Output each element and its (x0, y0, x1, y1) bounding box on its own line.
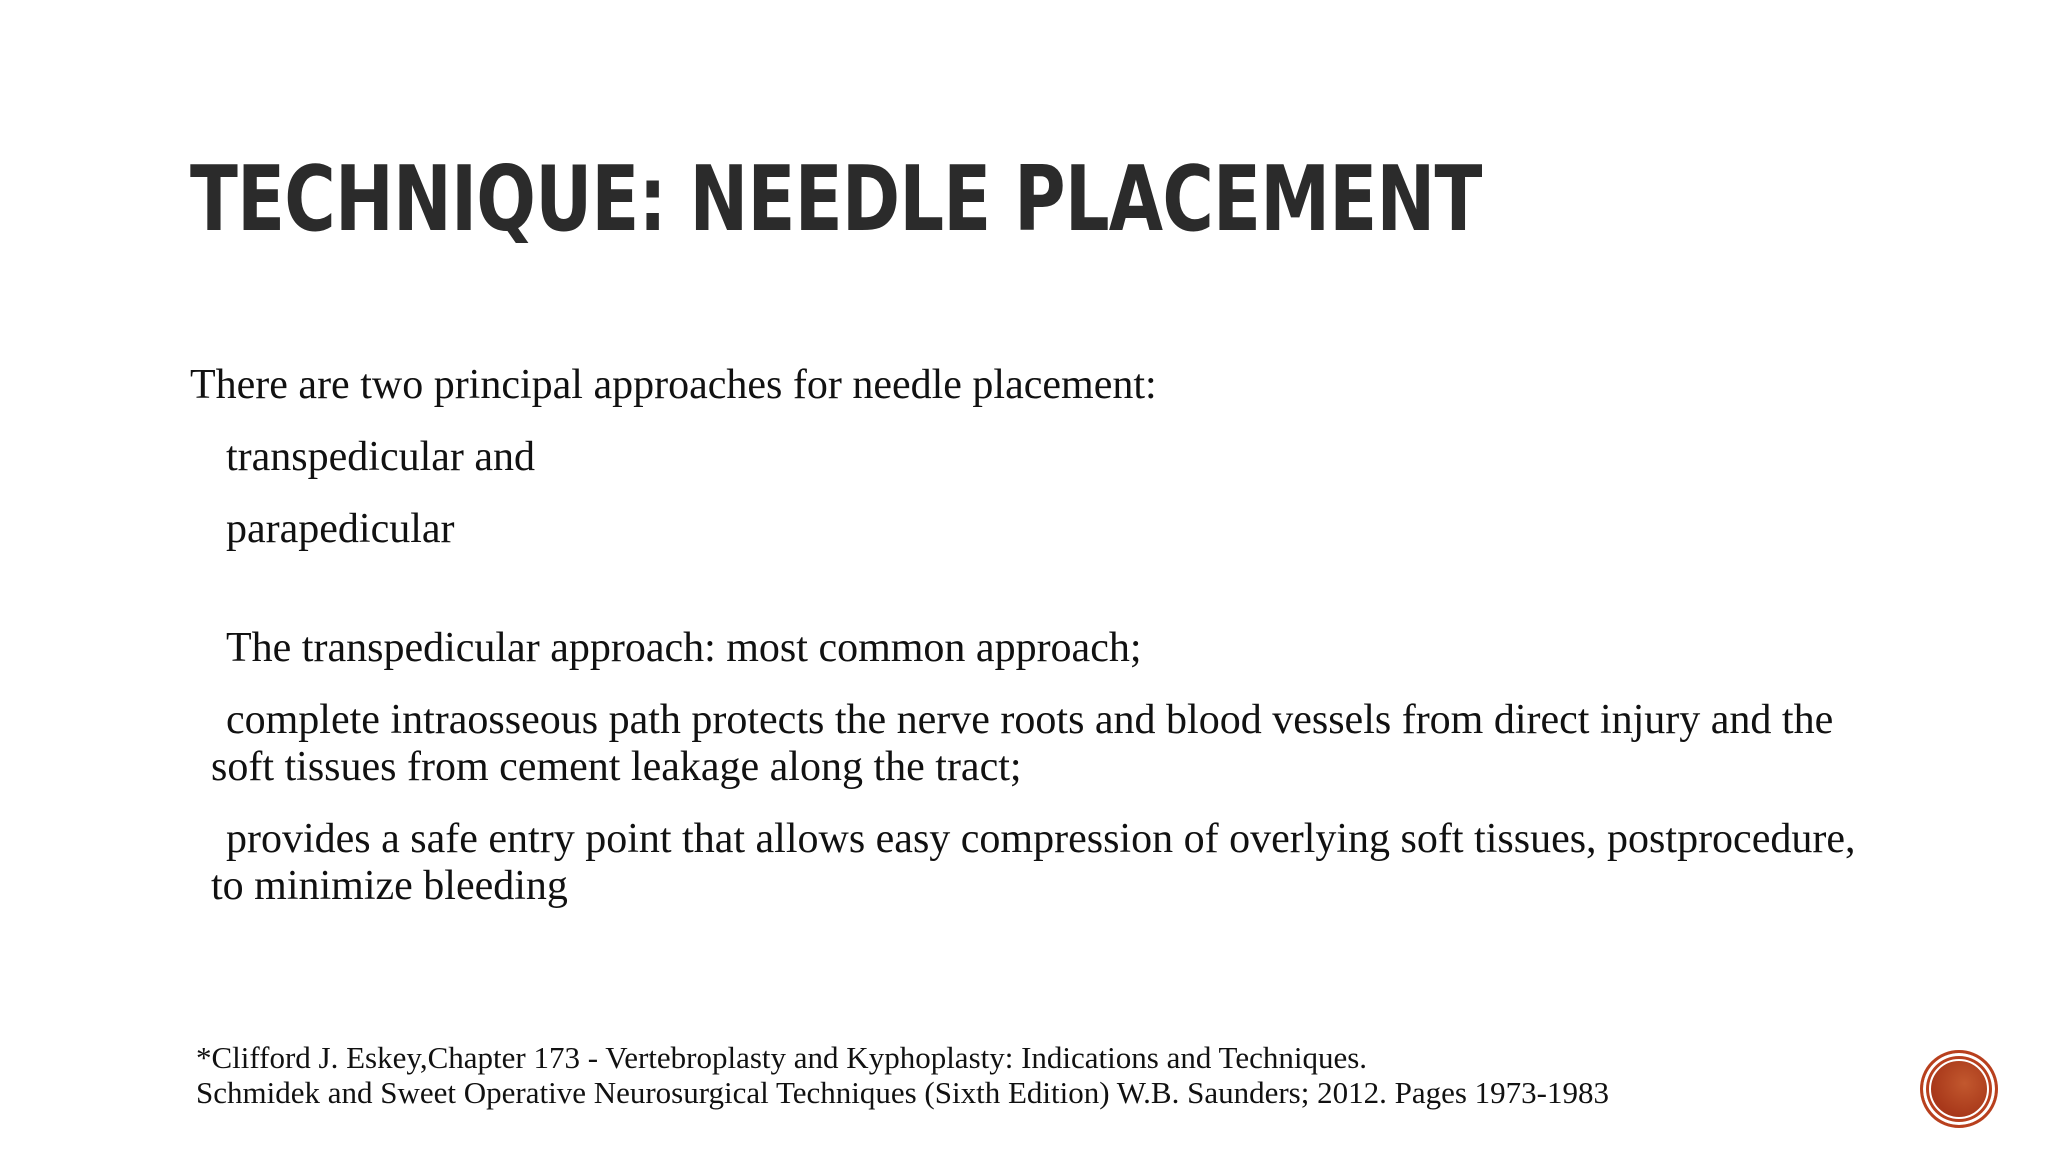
slide-title: TECHNIQUE: NEEDLE PLACEMENT (190, 147, 1482, 252)
intro-text: There are two principal approaches for needle placement: (190, 362, 1157, 408)
approach-item: transpedicular and (226, 434, 536, 480)
citation-line: *Clifford J. Eskey,Chapter 173 - Vertebroplasty and Kyphoplasty: Indications and Techniques. (196, 1040, 1368, 1075)
approach-item: parapedicular (226, 506, 455, 552)
slide-badge-icon (1920, 1050, 1998, 1128)
citation (196, 1040, 1609, 1110)
body-paragraph: complete intraosseous path protects the nerve roots and blood vessels from direct injury and the soft tissues from cement leakage along the tract; (211, 697, 1834, 790)
slide-body (190, 362, 1870, 935)
badge-inner-circle (1929, 1059, 1989, 1119)
body-paragraph: The transpedicular approach: most common approach; (226, 625, 1142, 671)
body-paragraph: provides a safe entry point that allows easy compression of overlying soft tissues, postprocedure, to minimize bleeding (211, 816, 1856, 909)
citation-line: Schmidek and Sweet Operative Neurosurgical Techniques (Sixth Edition) W.B. Saunders; 2012. Pages 1973-1983 (196, 1075, 1609, 1110)
